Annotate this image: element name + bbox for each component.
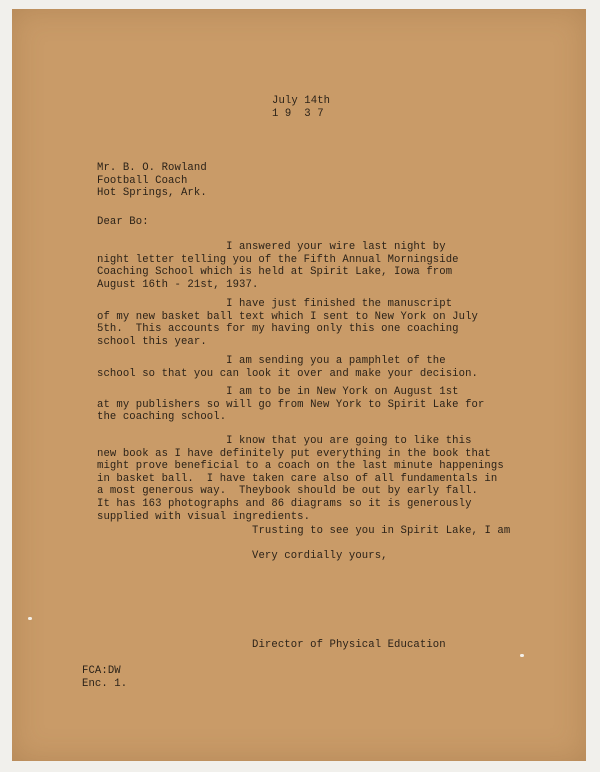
recipient-address	[97, 162, 207, 200]
text-line: of my new basket ball text which I sent to New York on July	[97, 310, 478, 323]
signoff: Very cordially yours,	[252, 550, 388, 562]
text-line: school this year.	[97, 335, 207, 348]
signer-title: Director of Physical Education	[252, 639, 446, 651]
closing-line: Trusting to see you in Spirit Lake, I am	[252, 525, 511, 537]
reference-block	[82, 665, 127, 690]
text-line: new book as I have definitely put everything in the book that	[97, 447, 491, 460]
paragraph-wire	[97, 241, 459, 291]
text-line: 5th. This accounts for my having only this one coaching	[97, 323, 459, 336]
text-line: It has 163 photographs and 86 diagrams so it is generously	[97, 497, 472, 510]
text-line: I am sending you a pamphlet of the	[97, 355, 446, 367]
paragraph-book	[97, 435, 504, 523]
text-line: a most generous way. Theybook should be out by early fall.	[97, 485, 478, 498]
text-line: night letter telling you of the Fifth Annual Morningside	[97, 253, 459, 266]
letter-date	[272, 95, 330, 120]
address-line: Football Coach	[97, 174, 188, 187]
text-line: August 16th - 21st, 1937.	[97, 278, 259, 291]
text-line: I am to be in New York on August 1st	[97, 386, 459, 398]
paragraph-new-york	[97, 386, 484, 424]
paper-speck	[28, 617, 32, 620]
text-line: I know that you are going to like this	[97, 435, 472, 447]
text-line: at my publishers so will go from New York to Spirit Lake for	[97, 398, 485, 411]
text-line: supplied with visual ingredients.	[97, 510, 311, 523]
text-line: Coaching School which is held at Spirit Lake, Iowa from	[97, 266, 453, 279]
letter-page	[12, 9, 586, 761]
salutation: Dear Bo:	[97, 216, 149, 228]
text-line: school so that you can look it over and make your decision.	[97, 367, 478, 380]
address-line: Mr. B. O. Rowland	[97, 162, 207, 174]
paper-speck	[520, 654, 524, 657]
paragraph-manuscript	[97, 298, 478, 348]
address-line: Hot Springs, Ark.	[97, 187, 207, 200]
text-line: the coaching school.	[97, 411, 227, 424]
enclosure-note: Enc. 1.	[82, 677, 128, 690]
date-line-2: 1 9 3 7	[272, 107, 324, 120]
paragraph-pamphlet	[97, 355, 478, 380]
text-line: I answered your wire last night by	[97, 241, 446, 253]
text-line: in basket ball. I have taken care also of all fundamentals in	[97, 472, 498, 485]
date-line-1: July 14th	[272, 95, 331, 107]
text-line: I have just finished the manuscript	[97, 298, 453, 310]
text-line: might prove beneficial to a coach on the last minute happenings	[97, 460, 504, 473]
reference-initials: FCA:DW	[82, 665, 121, 677]
